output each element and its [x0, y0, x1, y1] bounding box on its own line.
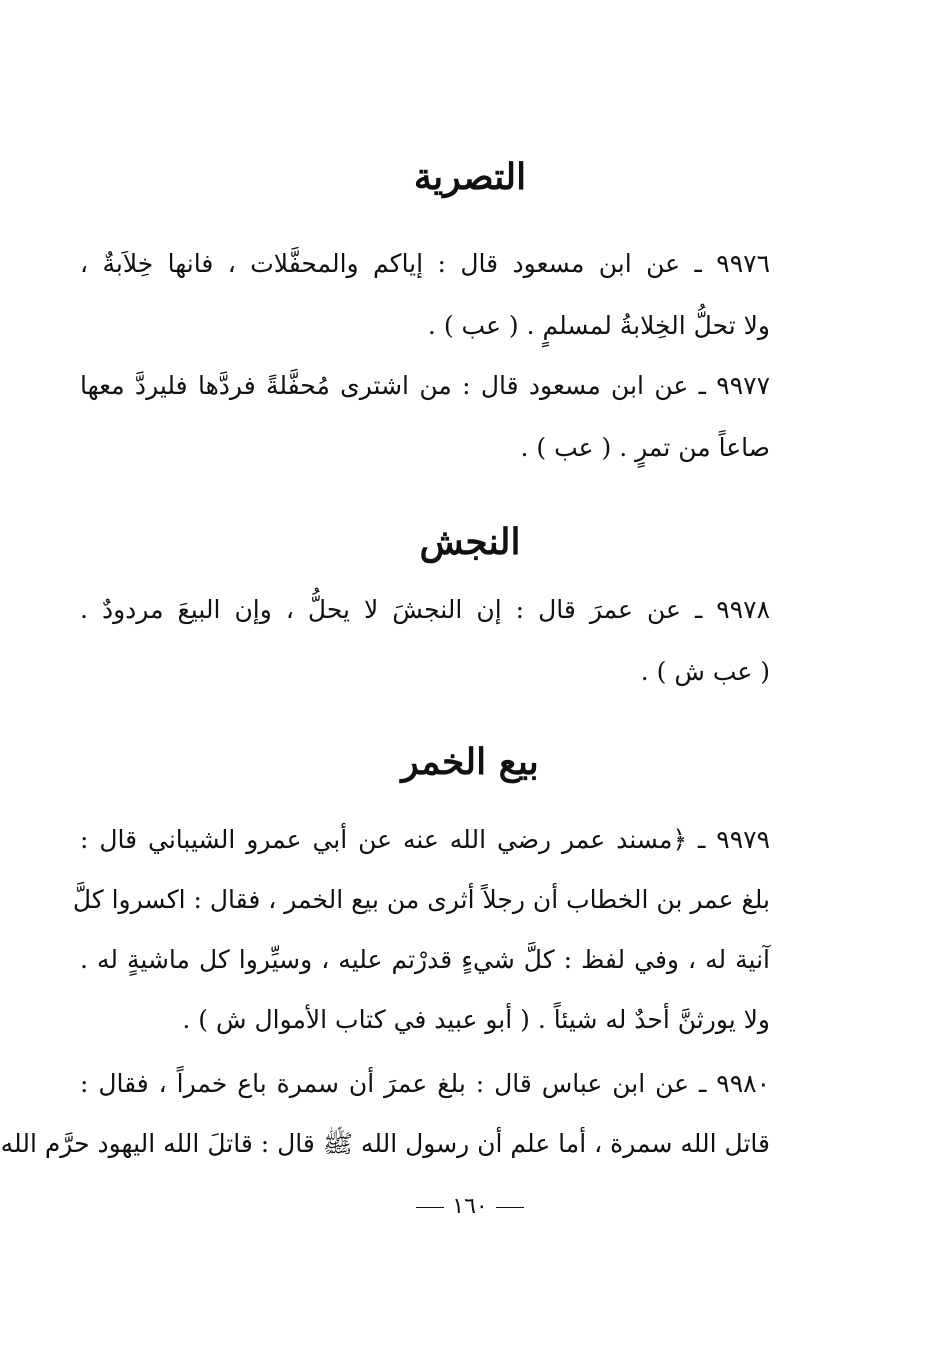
text-line: ٩٩٧٩ ـ ﴿مسند عمر رضي الله عنه عن أبي عمرو الشيباني قال : [80, 825, 770, 854]
folio-dash-right [496, 1207, 524, 1208]
text-line: قاتل الله سمرة ، أما علم أن رسول الله ﷺ قال : قاتلَ الله اليهود حرَّم الله [0, 1129, 770, 1158]
text-line: ٩٩٧٨ ـ عن عمرَ قال : إن النجشَ لا يحلُّ ، وإن البيعَ مردودٌ . [80, 595, 770, 624]
text-line: ( عب ش ) . [640, 657, 770, 686]
text-line: ولا تحلُّ الخِلابةُ لمسلمٍ . ( عب ) . [427, 311, 770, 340]
text-line: ولا يورثنَّ أحدٌ له شيئاً . ( أبو عبيد في كتاب الأموال ش ) . [182, 1005, 770, 1034]
section-heading: التصرية [413, 156, 527, 198]
text-line: صاعاً من تمرٍ . ( عب ) . [520, 433, 770, 462]
section-heading: بيع الخمر [401, 741, 539, 783]
section-heading: النجش [419, 521, 521, 563]
text-line: ٩٩٨٠ ـ عن ابن عباس قال : بلغ عمرَ أن سمرة باع خمراً ، فقال : [80, 1069, 770, 1098]
text-line: ٩٩٧٧ ـ عن ابن مسعود قال : من اشترى مُحفَّلةً فردَّها فليردَّ معها [80, 371, 770, 400]
folio-dash-left [416, 1207, 444, 1208]
text-line: بلغ عمر بن الخطاب أن رجلاً أثرى من بيع الخمر ، فقال : اكسروا كلَّ [72, 885, 770, 914]
text-line: ٩٩٧٦ ـ عن ابن مسعود قال : إياكم والمحفَّلات ، فانها خِلاَبةٌ ، [80, 249, 770, 278]
text-line: آنية له ، وفي لفظ : كلَّ شيءٍ قدرْتم عليه ، وسيِّروا كل ماشيةٍ له . [80, 945, 770, 974]
page-number-text: ١٦٠ [452, 1194, 488, 1219]
page-number [0, 1192, 940, 1222]
